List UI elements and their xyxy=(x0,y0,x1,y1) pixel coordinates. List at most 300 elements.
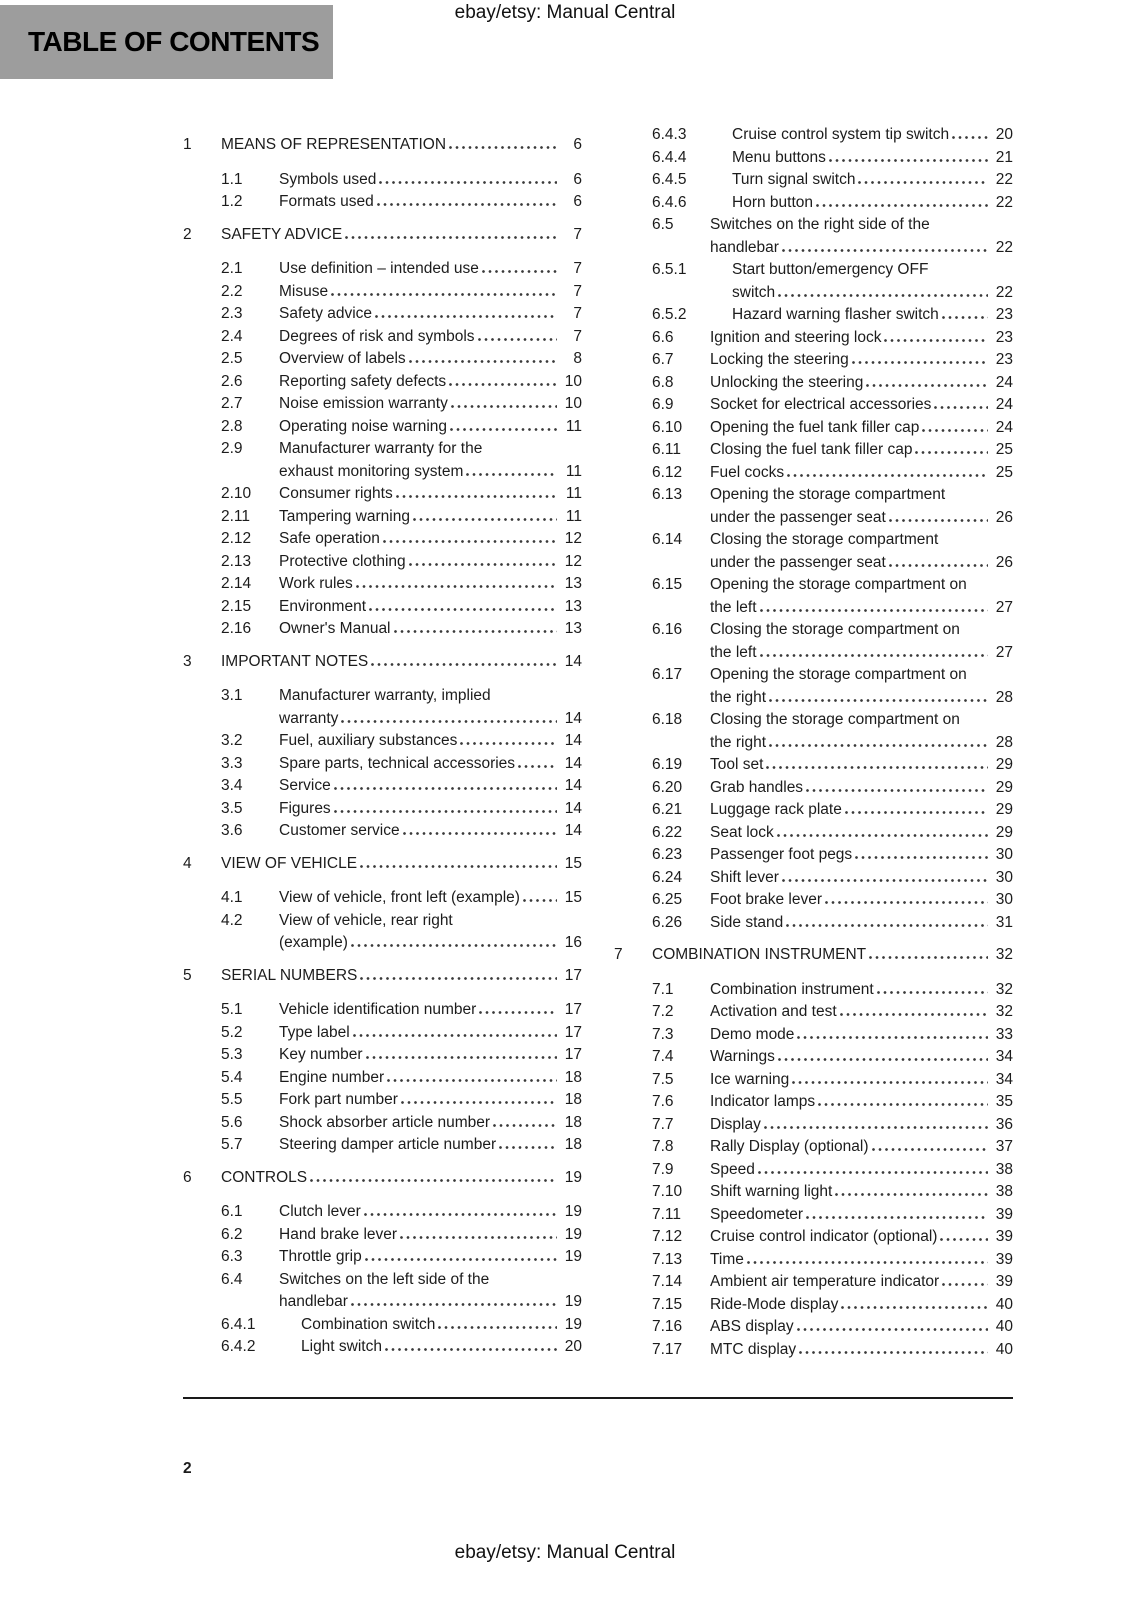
toc-entry xyxy=(183,1089,582,1112)
toc-entry-number: 2.4 xyxy=(221,327,243,345)
toc-entry xyxy=(183,303,582,326)
toc-dot-leader xyxy=(351,944,557,947)
toc-entry-body xyxy=(221,651,582,674)
toc-page-number: 14 xyxy=(564,754,582,772)
toc-entry-last-line xyxy=(710,349,1013,372)
toc-entry-number: 6.5 xyxy=(652,216,674,233)
toc-entry-title: VIEW OF VEHICLE xyxy=(221,854,358,872)
toc-page-number: 23 xyxy=(995,328,1013,346)
toc-entry-body xyxy=(279,1112,582,1135)
toc-entry-last-line xyxy=(710,889,1013,912)
toc-entry-number: 7.4 xyxy=(652,1048,674,1065)
toc-page-number: 33 xyxy=(995,1025,1013,1043)
toc-dot-leader xyxy=(872,1148,988,1151)
toc-page-number: 29 xyxy=(995,778,1013,796)
toc-page-number: 6 xyxy=(573,136,582,153)
toc-entry-last-line xyxy=(279,730,582,753)
toc-entry-last-line xyxy=(710,552,1013,575)
toc-entry-body xyxy=(221,1167,582,1190)
toc-dot-leader xyxy=(792,1081,988,1084)
toc-entry-title-line: Opening the storage compartment on xyxy=(710,576,967,593)
toc-entry xyxy=(614,979,1013,1002)
toc-page-number: 7 xyxy=(573,327,582,345)
toc-entry-body xyxy=(710,1181,1013,1204)
toc-dot-leader xyxy=(450,428,557,431)
toc-entry-title: ABS display xyxy=(710,1318,794,1335)
toc-entry-number: 3.1 xyxy=(221,687,243,704)
toc-entry-last-line xyxy=(279,596,582,619)
toc-page-number: 25 xyxy=(995,463,1013,481)
toc-entry-title: Passenger foot pegs xyxy=(710,846,853,863)
toc-entry-last-line xyxy=(279,528,582,551)
toc-page-number: 10 xyxy=(564,372,582,390)
toc-entry-last-line xyxy=(710,394,1013,417)
toc-entry-title: View of vehicle, front left (example) xyxy=(279,889,520,906)
toc-entry xyxy=(614,124,1013,147)
toc-page-number: 27 xyxy=(995,598,1013,616)
toc-entry-title: Seat lock xyxy=(710,823,774,841)
toc-entry xyxy=(183,326,582,349)
toc-entry xyxy=(614,777,1013,800)
toc-entry-title: Grab handles xyxy=(710,778,804,796)
toc-entry-last-line xyxy=(710,777,1013,800)
toc-entry-title: Horn button xyxy=(732,193,813,211)
toc-entry-number: 6.5.1 xyxy=(652,261,687,278)
toc-entry-number: 6.26 xyxy=(652,913,683,931)
toc-entry-title-line: Closing the storage compartment xyxy=(710,531,939,548)
toc-page-number: 21 xyxy=(995,148,1013,166)
toc-entry xyxy=(183,191,582,214)
toc-entry-last-line xyxy=(710,1114,1013,1137)
toc-page-number: 32 xyxy=(995,980,1013,998)
toc-entry-last-line xyxy=(710,867,1013,890)
toc-entry xyxy=(614,147,1013,170)
toc-entry-title: Side stand xyxy=(710,913,784,931)
toc-dot-leader xyxy=(806,789,988,792)
toc-dot-leader xyxy=(840,1013,988,1016)
toc-entry xyxy=(183,798,582,821)
toc-entry xyxy=(183,965,582,988)
toc-entry-title: Spare parts, technical accessories xyxy=(279,754,516,772)
toc-entry-title: Throttle grip xyxy=(279,1248,362,1265)
toc-entry-body xyxy=(221,224,582,247)
toc-page-number: 14 xyxy=(564,799,582,817)
toc-entry-body xyxy=(710,664,1013,709)
toc-entry-last-line xyxy=(710,754,1013,777)
toc-entry-number: 6.23 xyxy=(652,846,683,863)
toc-entry xyxy=(183,573,582,596)
toc-entry-body xyxy=(732,147,1013,170)
toc-entry-title: Overview of labels xyxy=(279,350,406,367)
toc-page-number: 6 xyxy=(573,170,582,188)
toc-entry-body xyxy=(221,134,582,157)
toc-entry-title: Opening the fuel tank filler cap xyxy=(710,418,920,436)
toc-page-number: 32 xyxy=(995,946,1013,963)
toc-entry-title: Formats used xyxy=(279,193,374,210)
toc-entry-last-line xyxy=(279,506,582,529)
toc-entry-last-line xyxy=(710,1159,1013,1182)
toc-entry-body xyxy=(279,438,582,483)
toc-page-number: 28 xyxy=(995,688,1013,706)
toc-entry xyxy=(183,1134,582,1157)
toc-entry-title: Tampering warning xyxy=(279,507,410,525)
toc-entry-body xyxy=(710,574,1013,619)
toc-entry-title: Cruise control system tip switch xyxy=(732,126,950,143)
toc-entry xyxy=(183,281,582,304)
toc-entry-last-line xyxy=(279,618,582,641)
toc-entry-body xyxy=(710,1069,1013,1092)
toc-entry-title: Noise emission warranty xyxy=(279,395,448,412)
toc-entry-title: Light switch xyxy=(301,1338,382,1355)
toc-page-number: 40 xyxy=(995,1295,1013,1313)
toc-entry xyxy=(183,371,582,394)
toc-page-number: 34 xyxy=(995,1070,1013,1088)
toc-entry-last-line xyxy=(710,687,1013,710)
toc-entry-body xyxy=(279,371,582,394)
toc-entry-body xyxy=(710,867,1013,890)
toc-page-number: 29 xyxy=(995,801,1013,818)
toc-page-number: 24 xyxy=(995,373,1013,391)
toc-page-number: 17 xyxy=(564,1046,582,1063)
toc-entry-body xyxy=(279,551,582,574)
toc-page-number: 24 xyxy=(995,418,1013,436)
toc-entry-number: 2.13 xyxy=(221,552,252,570)
toc-dot-leader xyxy=(816,204,988,207)
toc-page-number: 37 xyxy=(995,1138,1013,1155)
toc-entry xyxy=(614,1069,1013,1092)
toc-entry-last-line xyxy=(710,1181,1013,1204)
toc-entry-number: 3.2 xyxy=(221,732,243,749)
toc-entry-body xyxy=(732,259,1013,304)
toc-entry-last-line xyxy=(710,1091,1013,1114)
toc-entry xyxy=(183,1269,582,1314)
toc-entry-body xyxy=(221,853,582,876)
toc-entry-title: Consumer rights xyxy=(279,485,393,502)
toc-entry-body xyxy=(279,416,582,439)
toc-entry-last-line xyxy=(279,1224,582,1247)
toc-dot-leader xyxy=(764,1126,988,1129)
toc-page-number: 38 xyxy=(995,1160,1013,1178)
toc-entry-number: 6.4.3 xyxy=(652,126,687,143)
toc-page-number: 30 xyxy=(995,846,1013,863)
toc-entry-body xyxy=(710,1024,1013,1047)
toc-dot-leader xyxy=(866,384,988,387)
toc-entry-body xyxy=(710,1271,1013,1294)
toc-entry-title: IMPORTANT NOTES xyxy=(221,652,369,670)
toc-entry-body xyxy=(710,462,1013,485)
toc-column xyxy=(183,124,582,1361)
toc-entry-last-line xyxy=(710,979,1013,1002)
toc-entry-number: 6.21 xyxy=(652,801,683,818)
toc-entry-last-line xyxy=(221,134,582,157)
toc-entry-title: Customer service xyxy=(279,822,400,839)
toc-entry-body xyxy=(279,1246,582,1269)
toc-entry xyxy=(183,258,582,281)
toc-entry-number: 3 xyxy=(183,652,192,670)
toc-entry xyxy=(183,887,582,910)
toc-entry-body xyxy=(710,777,1013,800)
toc-entry-title: Luggage rack plate xyxy=(710,801,842,818)
toc-page-number: 17 xyxy=(564,1023,582,1041)
toc-entry-number: 3.6 xyxy=(221,822,243,839)
toc-dot-leader xyxy=(449,146,557,149)
toc-entry-title: under the passenger seat xyxy=(710,553,886,571)
toc-entry xyxy=(183,853,582,876)
toc-dot-leader xyxy=(478,338,557,341)
toc-entry-last-line xyxy=(732,282,1013,305)
toc-entry-last-line xyxy=(279,1291,582,1314)
toc-dot-leader xyxy=(365,1258,557,1261)
toc-entry-number: 2.3 xyxy=(221,305,243,322)
toc-entry-last-line xyxy=(279,820,582,843)
toc-entry-body xyxy=(652,944,1013,967)
toc-entry-number: 1.1 xyxy=(221,170,243,188)
toc-entry-title-line: View of vehicle, rear right xyxy=(279,911,453,929)
toc-dot-leader xyxy=(387,1079,557,1082)
toc-entry-last-line xyxy=(710,1226,1013,1249)
toc-page-number: 17 xyxy=(564,1001,582,1018)
toc-entry-body xyxy=(710,1316,1013,1339)
toc-dot-leader xyxy=(341,720,557,723)
toc-entry-body xyxy=(279,348,582,371)
toc-dot-leader xyxy=(858,181,988,184)
toc-entry-title: Fork part number xyxy=(279,1091,398,1108)
toc-dot-leader xyxy=(383,540,557,543)
toc-entry-title: Vehicle identification number xyxy=(279,1001,477,1018)
toc-entry-body xyxy=(710,822,1013,845)
toc-entry xyxy=(614,192,1013,215)
toc-page-number: 14 xyxy=(564,822,582,839)
toc-entry xyxy=(614,462,1013,485)
toc-dot-leader xyxy=(413,518,557,521)
toc-entry-number: 6.7 xyxy=(652,351,674,368)
toc-page-number: 10 xyxy=(564,395,582,412)
toc-dot-leader xyxy=(310,1179,557,1182)
toc-entry-last-line xyxy=(221,853,582,876)
toc-entry xyxy=(183,596,582,619)
toc-entry-number: 7.10 xyxy=(652,1183,683,1200)
toc-entry-number: 4 xyxy=(183,854,192,872)
toc-entry-number: 6.17 xyxy=(652,666,683,683)
toc-dot-leader xyxy=(353,1034,557,1037)
toc-entry-last-line xyxy=(710,912,1013,935)
toc-page-number: 17 xyxy=(564,966,582,984)
toc-entry-number: 5 xyxy=(183,966,192,984)
footer-divider xyxy=(183,1397,1013,1399)
toc-entry-last-line xyxy=(710,417,1013,440)
toc-entry-last-line xyxy=(279,1022,582,1045)
toc-page-number: 11 xyxy=(565,507,582,525)
toc-entry-body xyxy=(279,910,582,955)
toc-entry-body xyxy=(710,529,1013,574)
toc-dot-leader xyxy=(460,742,557,745)
toc-entry-last-line xyxy=(710,799,1013,822)
toc-dot-leader xyxy=(915,451,988,454)
toc-entry-title: Indicator lamps xyxy=(710,1093,816,1110)
toc-dot-leader xyxy=(769,744,988,747)
toc-entry-number: 2.10 xyxy=(221,485,252,502)
toc-dot-leader xyxy=(369,608,557,611)
toc-page-number: 15 xyxy=(564,889,582,906)
toc-dot-leader xyxy=(400,1236,557,1239)
toc-entry xyxy=(614,1114,1013,1137)
toc-entry-body xyxy=(301,1336,582,1359)
toc-entry xyxy=(183,618,582,641)
toc-entry-last-line xyxy=(279,1089,582,1112)
toc-entry-body xyxy=(279,393,582,416)
toc-dot-leader xyxy=(782,249,988,252)
toc-page-number: 26 xyxy=(995,508,1013,526)
toc-entry-last-line xyxy=(710,642,1013,665)
toc-entry-last-line xyxy=(279,461,582,484)
toc-entry xyxy=(183,1022,582,1045)
toc-entry xyxy=(614,417,1013,440)
toc-entry-title: handlebar xyxy=(279,1293,348,1310)
toc-entry-last-line xyxy=(710,822,1013,845)
toc-page-number: 23 xyxy=(995,306,1013,323)
toc-entry-last-line xyxy=(710,1339,1013,1362)
toc-entry-number: 7.7 xyxy=(652,1115,674,1133)
toc-entry-body xyxy=(732,304,1013,327)
toc-dot-leader xyxy=(364,1213,557,1216)
toc-page-number: 13 xyxy=(564,597,582,615)
toc-entry-body xyxy=(301,1314,582,1337)
toc-entry-title: Demo mode xyxy=(710,1025,795,1043)
toc-entry-body xyxy=(710,1204,1013,1227)
toc-entry-body xyxy=(710,349,1013,372)
toc-entry-body xyxy=(279,1134,582,1157)
toc-entry-title: Hand brake lever xyxy=(279,1225,398,1243)
toc-page-number: 12 xyxy=(564,530,582,547)
toc-dot-leader xyxy=(845,811,988,814)
toc-dot-leader xyxy=(934,406,988,409)
toc-entry-title: the right xyxy=(710,688,767,706)
top-header-title: ebay/etsy: Manual Central xyxy=(454,2,676,23)
toc-entry-title: Speed xyxy=(710,1160,755,1178)
toc-entry-number: 2.11 xyxy=(221,507,251,525)
toc-entry-title-line: Manufacturer warranty for the xyxy=(279,440,483,457)
toc-dot-leader xyxy=(375,315,557,318)
toc-entry-number: 6.18 xyxy=(652,711,683,728)
toc-entry-title: Ice warning xyxy=(710,1070,790,1088)
toc-dot-leader xyxy=(782,879,988,882)
toc-page-number: 19 xyxy=(564,1248,582,1265)
toc-entry-last-line xyxy=(732,124,1013,147)
toc-entry-title-line: Opening the storage compartment on xyxy=(710,666,967,683)
toc-entry xyxy=(183,1167,582,1190)
toc-page-number: 39 xyxy=(995,1228,1013,1245)
toc-dot-leader xyxy=(806,1216,988,1219)
toc-entry-body xyxy=(710,844,1013,867)
toc-dot-leader xyxy=(438,1326,557,1329)
toc-entry-title: Misuse xyxy=(279,282,329,300)
toc-entry-last-line xyxy=(221,1167,582,1190)
toc-page-number: 20 xyxy=(564,1338,582,1355)
toc-entry-body xyxy=(279,169,582,192)
toc-entry xyxy=(183,753,582,776)
toc-page-number: 29 xyxy=(995,756,1013,773)
toc-entry-body xyxy=(710,799,1013,822)
toc-dot-leader xyxy=(758,1171,988,1174)
toc-entry-number: 2.12 xyxy=(221,530,252,547)
toc-entry-body xyxy=(710,912,1013,935)
toc-entry-number: 7.12 xyxy=(652,1228,683,1245)
toc-dot-leader xyxy=(942,316,988,319)
toc-page-number: 7 xyxy=(573,260,582,277)
toc-entry-title: Socket for electrical accessories xyxy=(710,396,932,413)
toc-entry-title: Shock absorber article number xyxy=(279,1113,491,1131)
toc-entry-body xyxy=(279,1269,582,1314)
toc-entry-title: Environment xyxy=(279,597,367,615)
toc-entry-last-line xyxy=(221,224,582,247)
toc-entry-body xyxy=(710,214,1013,259)
toc-entry-number: 6.19 xyxy=(652,756,683,773)
toc-dot-leader xyxy=(747,1261,988,1264)
toc-dot-leader xyxy=(379,181,557,184)
toc-entry-last-line xyxy=(279,371,582,394)
toc-entry-number: 6.16 xyxy=(652,621,683,638)
toc-entry-last-line xyxy=(710,1204,1013,1227)
toc-entry-title: Menu buttons xyxy=(732,148,826,166)
toc-entry-number: 6.14 xyxy=(652,531,683,548)
toc-entry-number: 6.5.2 xyxy=(652,306,687,323)
toc-dot-leader xyxy=(818,1103,988,1106)
toc-entry xyxy=(183,651,582,674)
toc-entry-number: 5.6 xyxy=(221,1113,243,1131)
toc-entry xyxy=(183,483,582,506)
toc-entry xyxy=(614,1339,1013,1362)
toc-entry-last-line xyxy=(279,416,582,439)
toc-dot-leader xyxy=(334,810,557,813)
toc-entry xyxy=(614,799,1013,822)
toc-entry-last-line xyxy=(279,348,582,371)
toc-dot-leader xyxy=(401,1101,557,1104)
toc-entry xyxy=(183,528,582,551)
toc-entry-last-line xyxy=(710,1316,1013,1339)
toc-entry-title: Fuel cocks xyxy=(710,463,785,481)
toc-page-number: 11 xyxy=(565,417,582,435)
toc-entry-title-line: Manufacturer warranty, implied xyxy=(279,687,491,704)
toc-dot-leader xyxy=(877,991,988,994)
toc-dot-leader xyxy=(345,236,557,239)
toc-dot-leader xyxy=(825,901,988,904)
toc-entry-number: 6.10 xyxy=(652,418,683,436)
toc-dot-leader xyxy=(451,405,557,408)
toc-dot-leader xyxy=(403,832,557,835)
toc-entry-body xyxy=(710,439,1013,462)
toc-entry xyxy=(614,1001,1013,1024)
toc-entry-body xyxy=(279,820,582,843)
toc-dot-leader xyxy=(855,856,988,859)
toc-dot-leader xyxy=(331,293,557,296)
toc-entry-last-line xyxy=(279,1044,582,1067)
toc-page-number: 18 xyxy=(564,1113,582,1131)
toc-entry-number: 6.8 xyxy=(652,373,674,391)
toc-entry-number: 2.1 xyxy=(221,260,243,277)
toc-entry-body xyxy=(279,1044,582,1067)
toc-dot-leader xyxy=(778,1058,988,1061)
toc-column xyxy=(614,124,1013,1361)
toc-entry xyxy=(614,259,1013,304)
toc-entry-title: Work rules xyxy=(279,575,353,592)
toc-entry xyxy=(614,944,1013,967)
toc-entry-body xyxy=(710,1294,1013,1317)
toc-entry-title: Cruise control indicator (optional) xyxy=(710,1228,938,1245)
toc-entry-number: 7.14 xyxy=(652,1273,683,1290)
toc-entry xyxy=(614,214,1013,259)
toc-entry-body xyxy=(279,685,582,730)
toc-entry-last-line xyxy=(279,753,582,776)
